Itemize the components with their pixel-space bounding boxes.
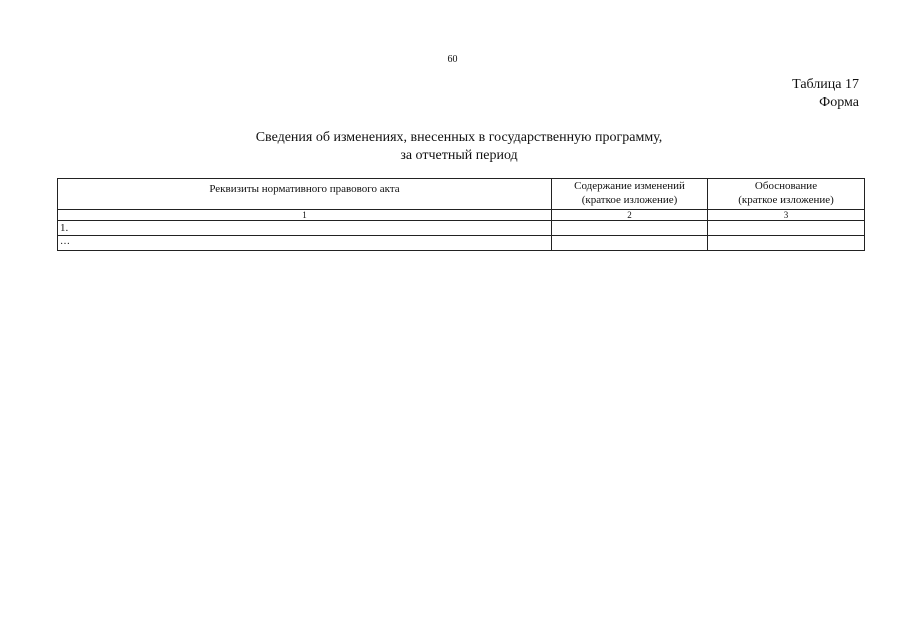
table-label [792, 76, 859, 112]
table-number: Таблица 17 [792, 77, 859, 92]
table-cell: 1. [58, 221, 552, 236]
column-number: 3 [708, 210, 865, 221]
changes-table [57, 178, 865, 251]
title-line-1: Сведения об изменениях, внесенных в государственную программу, [255, 130, 663, 145]
header-change-content-note: (краткое изложение) [581, 194, 678, 206]
column-number-row [58, 210, 865, 221]
table-cell [552, 236, 708, 251]
table-header-row [58, 179, 865, 210]
header-change-content [552, 179, 708, 210]
table-cell [708, 236, 865, 251]
table-row [58, 236, 865, 251]
header-change-content-label: Содержание изменений [574, 180, 685, 192]
table-cell [552, 221, 708, 236]
table-cell: … [58, 236, 552, 251]
header-justification [708, 179, 865, 210]
table-cell [708, 221, 865, 236]
header-justification-note: (краткое изложение) [738, 194, 834, 206]
table-form-type: Форма [819, 95, 859, 110]
header-legal-act [58, 179, 552, 210]
table-row [58, 221, 865, 236]
column-number: 2 [552, 210, 708, 221]
page-number: 60 [447, 54, 458, 65]
document-title [0, 129, 905, 165]
column-number: 1 [58, 210, 552, 221]
header-legal-act-label: Реквизиты нормативного правового акта [209, 183, 400, 195]
title-line-2: за отчетный период [400, 148, 518, 163]
header-justification-label: Обоснование [754, 180, 818, 192]
